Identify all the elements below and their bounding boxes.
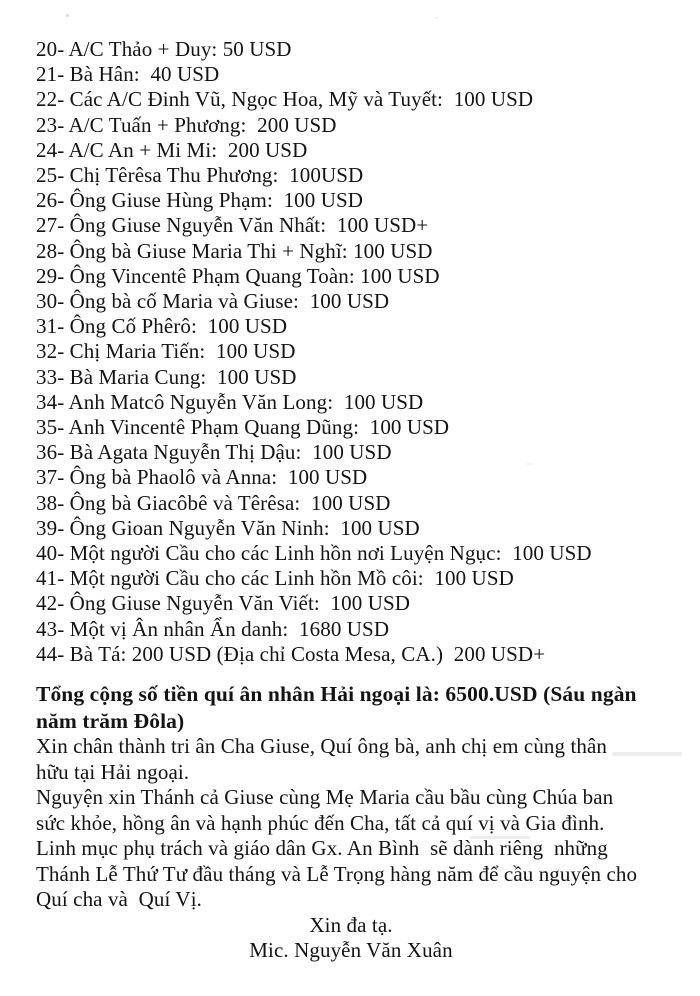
donation-entry: 22- Các A/C Đinh Vũ, Ngọc Hoa, Mỹ và Tuyết: 100 USD bbox=[36, 87, 534, 112]
donation-entry: 41- Một người Cầu cho các Linh hồn Mồ côi: 100 USD bbox=[36, 566, 514, 591]
donation-entry: 21- Bà Hân: 40 USD bbox=[36, 62, 220, 87]
donation-entry: 43- Một vị Ân nhân Ẩn danh: 1680 USD bbox=[36, 616, 390, 641]
closing-thanks: Xin đa tạ. bbox=[309, 912, 393, 937]
signature: Mic. Nguyễn Văn Xuân bbox=[249, 938, 453, 963]
total-summary bbox=[36, 681, 686, 734]
paragraph-line: Xin chân thành tri ân Cha Giuse, Quí ông bà, anh chị em cùng thân bbox=[36, 734, 608, 759]
donation-entry: 37- Ông bà Phaolô và Anna: 100 USD bbox=[36, 465, 368, 490]
total-summary-line: Tổng cộng số tiền quí ân nhân Hải ngoại là: 6500.USD (Sáu ngàn bbox=[36, 682, 637, 707]
scan-speck bbox=[436, 17, 438, 19]
paragraph-line: Thánh Lễ Thứ Tư đầu tháng và Lễ Trọng hàng năm để cầu nguyện cho bbox=[36, 861, 638, 886]
donation-entry: 29- Ông Vincentê Phạm Quang Toàn: 100 USD bbox=[36, 263, 440, 288]
donation-entry: 34- Anh Matcô Nguyễn Văn Long: 100 USD bbox=[36, 389, 424, 414]
donation-entry: 36- Bà Agata Nguyễn Thị Dậu: 100 USD bbox=[36, 440, 392, 465]
paragraph-line: Linh mục phụ trách và giáo dân Gx. An Bình sẽ dành riêng những bbox=[36, 836, 608, 861]
donation-entry: 23- A/C Tuấn + Phương: 200 USD bbox=[36, 112, 337, 137]
donation-entry: 40- Một người Cầu cho các Linh hồn nơi Luyện Ngục: 100 USD bbox=[36, 541, 592, 566]
paragraph-line: hữu tại Hải ngoại. bbox=[36, 759, 190, 784]
donation-entry: 24- A/C An + Mi Mi: 200 USD bbox=[36, 137, 308, 162]
donation-entry: 42- Ông Giuse Nguyễn Văn Viết: 100 USD bbox=[36, 591, 411, 616]
donation-entry: 38- Ông bà Giacôbê và Têrêsa: 100 USD bbox=[36, 490, 391, 515]
thank-you-paragraphs bbox=[36, 734, 686, 913]
document-content bbox=[36, 37, 686, 964]
donation-entry: 28- Ông bà Giuse Maria Thi + Nghĩ: 100 USD bbox=[36, 238, 433, 263]
paragraph-line: Quí cha và Quí Vị. bbox=[36, 887, 202, 912]
paragraph-line: Nguyện xin Thánh cả Giuse cùng Mẹ Maria cầu bầu cùng Chúa ban bbox=[36, 785, 614, 810]
total-summary-line: năm trăm Đôla) bbox=[36, 708, 185, 733]
donation-list bbox=[36, 37, 686, 667]
donation-entry: 26- Ông Giuse Hùng Phạm: 100 USD bbox=[36, 188, 364, 213]
donation-entry: 32- Chị Maria Tiến: 100 USD bbox=[36, 339, 296, 364]
donation-entry: 20- A/C Thảo + Duy: 50 USD bbox=[36, 37, 292, 61]
donation-entry: 25- Chị Têrêsa Thu Phương: 100USD bbox=[36, 163, 364, 188]
closing-block bbox=[36, 913, 666, 964]
donation-entry: 27- Ông Giuse Nguyễn Văn Nhất: 100 USD+ bbox=[36, 213, 429, 238]
scan-speck bbox=[66, 14, 69, 17]
donation-entry: 30- Ông bà cố Maria và Giuse: 100 USD bbox=[36, 289, 390, 314]
donation-entry: 35- Anh Vincentê Phạm Quang Dũng: 100 USD bbox=[36, 415, 450, 440]
paragraph-line: sức khỏe, hồng ân và hạnh phúc đến Cha, tất cả quí vị và Gia đình. bbox=[36, 810, 605, 835]
donation-entry: 31- Ông Cố Phêrô: 100 USD bbox=[36, 314, 288, 339]
donation-entry: 39- Ông Gioan Nguyễn Văn Ninh: 100 USD bbox=[36, 515, 420, 540]
donation-entry: 33- Bà Maria Cung: 100 USD bbox=[36, 364, 297, 389]
donation-entry: 44- Bà Tá: 200 USD (Địa chỉ Costa Mesa, CA.) 200 USD+ bbox=[36, 641, 546, 666]
